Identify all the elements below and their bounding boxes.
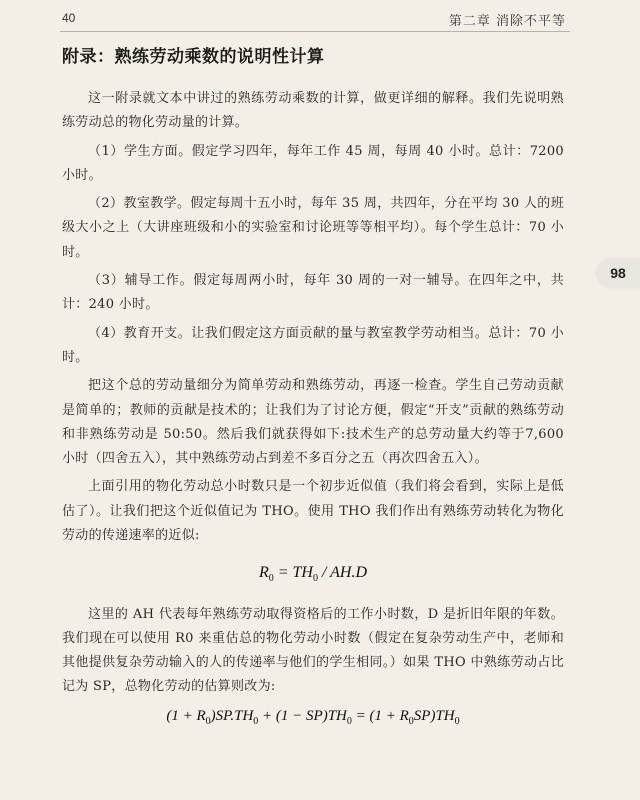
paragraph-approx: 上面引用的物化劳动总小时数只是一个初步近似值（我们将会看到，实际上是低估了）。让我们把这个近似值记为 THO。使用 THO 我们作出有熟练劳动转化为物化劳动的传递速率的近似: bbox=[62, 479, 564, 544]
paragraph-item-1: （1）学生方面。假定学习四年，每年工作 45 周，每周 40 小时。总计：7200 小时。 bbox=[62, 143, 564, 183]
formula-total-embodied-labour: $(1 + R_0)SP.TH_0 + (1 - SP)TH_0 = (1 + R_0SP)TH_0$ bbox=[166, 707, 460, 727]
page-body bbox=[62, 42, 564, 727]
appendix-title: 附录：熟练劳动乘数的说明性计算 bbox=[62, 47, 325, 67]
header-divider bbox=[60, 31, 570, 32]
paragraph-item-2: （2）教室教学。假定每周十五小时，每年 35 周，共四年，分在平均 30 人的班级大小之上（大讲座班级和小的实验室和讨论班等等相平均）。每个学生总计：70 小时。 bbox=[62, 196, 564, 260]
paragraph-explain: 这里的 AH 代表每年熟练劳动取得资格后的工作小时数，D 是折旧年限的年数。我们现在可以使用 R0 来重估总的物化劳动小时数（假定在复杂劳动生产中，老师和其他提供复杂劳动输入的人的传递率与他们的学生相同。）如果 THO 中熟练劳动占比记为 SP，总物化劳动的估算则改为: bbox=[62, 606, 564, 695]
paragraph-intro: 这一附录就文本中讲过的熟练劳动乘数的计算，做更详细的解释。我们先说明熟练劳动总的物化劳动量的计算。 bbox=[62, 91, 564, 131]
paragraph-item-3: （3）辅导工作。假定每周两小时，每年 30 周的一对一辅导。在四年之中，共计：240 小时。 bbox=[62, 273, 564, 313]
paragraph-split: 把这个总的劳动量细分为简单劳动和熟练劳动，再逐一检查。学生自己劳动贡献是简单的；教师的贡献是技术的；让我们为了讨论方便，假定“开支”贡献的熟练劳动和非熟练劳动是 50:50。然后我们就获得如下:技术生产的总劳动量大约等于7,600 小时（四舍五入），其中熟练劳动占到差不多百分之五（再次四舍五入）。 bbox=[62, 378, 564, 467]
chapter-title: 第二章 消除不平等 bbox=[448, 14, 566, 29]
page-number: 40 bbox=[62, 11, 76, 25]
formula-r0: $R_0 = TH_0 / AH.D$ bbox=[258, 564, 368, 585]
paragraph-item-4: （4）教育开支。让我们假定这方面贡献的量与教室教学劳动相当。总计：70 小时。 bbox=[62, 325, 564, 365]
page-indicator-badge[interactable]: 98 bbox=[596, 258, 640, 288]
